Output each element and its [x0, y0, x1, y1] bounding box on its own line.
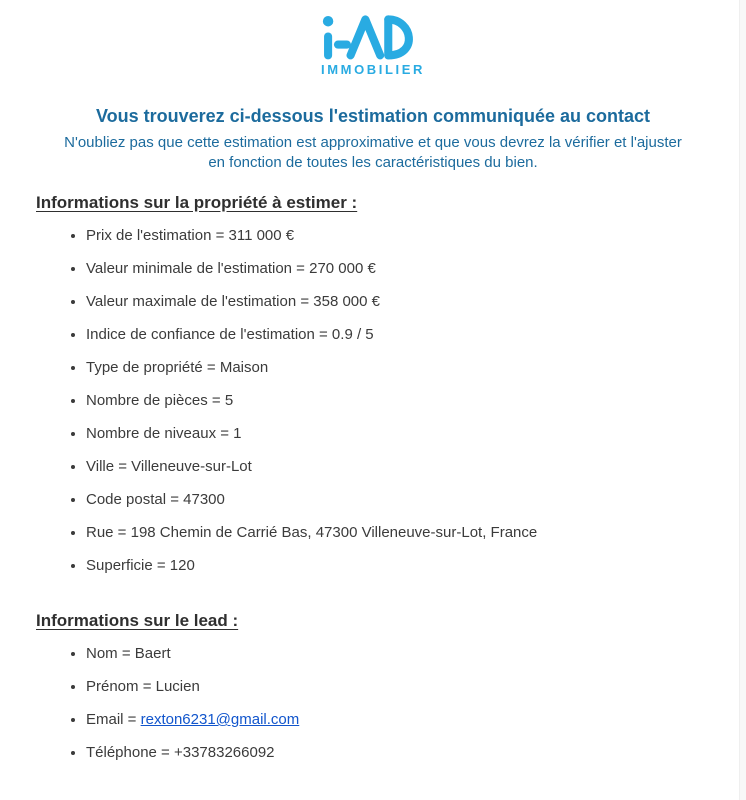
logo-subtitle: IMMOBILIER	[321, 62, 425, 77]
list-item: • Valeur minimale de l'estimation = 270 000 €	[86, 260, 710, 278]
list-item: • Indice de confiance de l'estimation = 0.9 / 5	[86, 326, 710, 344]
property-section-title: Informations sur la propriété à estimer :	[36, 193, 358, 212]
lead-section	[36, 590, 710, 762]
lead-section-title: Informations sur le lead :	[36, 611, 239, 630]
lead-info-list	[36, 645, 710, 762]
property-info-list	[36, 227, 710, 575]
list-item: • Nom = Baert	[86, 645, 710, 663]
email-label: Email =	[86, 711, 141, 728]
list-item: • Code postal = 47300	[86, 491, 710, 509]
iad-logo-icon	[320, 12, 426, 61]
list-item-email	[86, 711, 710, 729]
list-item: • Ville = Villeneuve-sur-Lot	[86, 458, 710, 476]
list-item: • Nombre de niveaux = 1	[86, 425, 710, 443]
list-item: • Prix de l'estimation = 311 000 €	[86, 227, 710, 245]
intro-block	[0, 106, 746, 172]
list-item: • Téléphone = +33783266092	[86, 744, 710, 762]
intro-subtitle-line1: N'oubliez pas que cette estimation est approximative et que vous devrez la vérifier et l'ajuster	[64, 134, 682, 151]
list-item: • Nombre de pièces = 5	[86, 392, 710, 410]
intro-subtitle-line2: en fonction de toutes les caractéristiques du bien.	[208, 153, 538, 171]
list-item: • Prénom = Lucien	[86, 678, 710, 696]
list-item: • Superficie = 120	[86, 557, 710, 575]
page-title: Vous trouverez ci-dessous l'estimation communiquée au contact	[95, 106, 651, 126]
property-section	[36, 172, 710, 575]
list-item: • Valeur maximale de l'estimation = 358 000 €	[86, 293, 710, 311]
list-item: • Type de propriété = Maison	[86, 359, 710, 377]
page-edge	[739, 0, 746, 800]
intro-subtitle	[0, 133, 746, 172]
list-item: • Rue = 198 Chemin de Carrié Bas, 47300 Villeneuve-sur-Lot, France	[86, 524, 710, 542]
email-link[interactable]: rexton6231@gmail.com	[140, 711, 300, 728]
iad-logo	[0, 0, 746, 77]
